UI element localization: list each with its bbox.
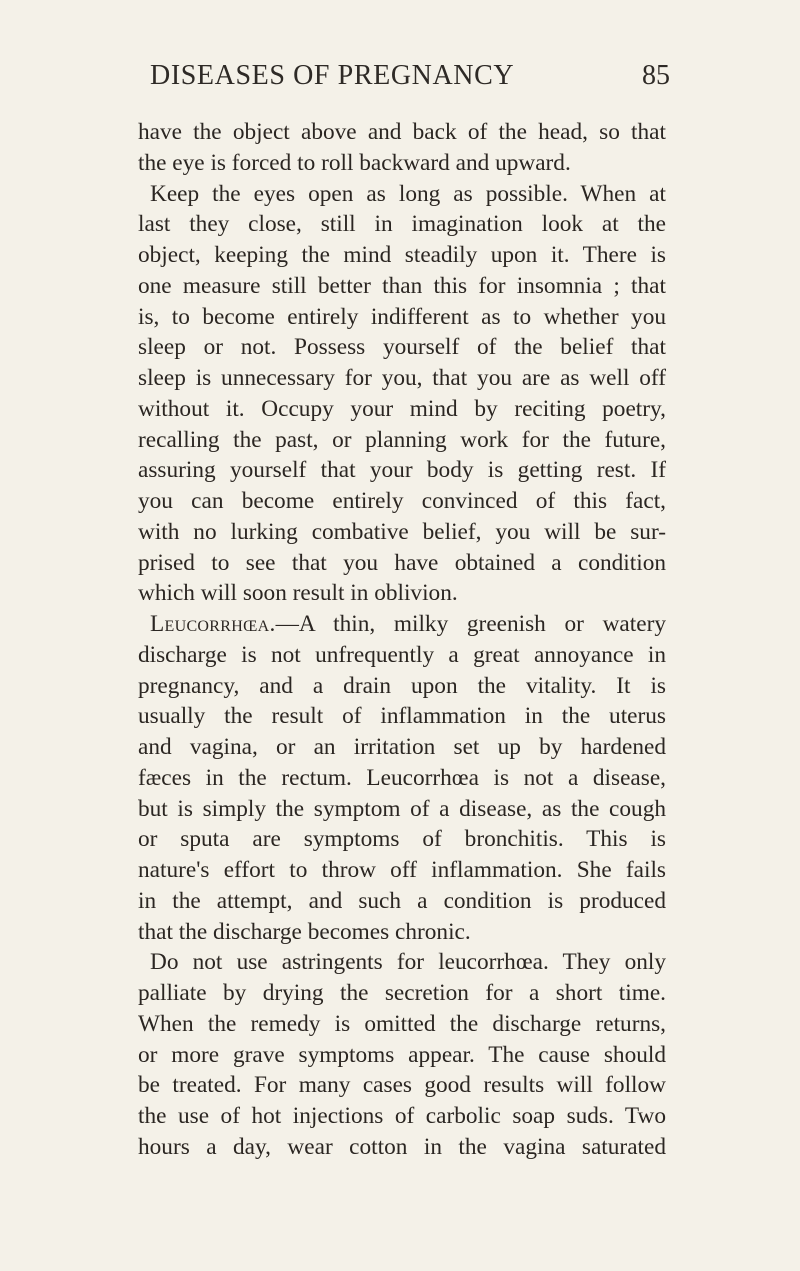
- text-line: is, to become entirely indifferent as to whether you: [138, 303, 666, 330]
- text-line: —A thin, milky greenish or watery: [275, 611, 666, 637]
- text-line: the use of hot injections of carbolic soap suds. Two: [138, 1103, 666, 1129]
- text-line: fæces in the rectum. Leucorrhœa is not a disease,: [138, 764, 666, 791]
- text-line: that the discharge becomes chronic.: [138, 918, 471, 945]
- text-line: object, keeping the mind steadily upon it. There is: [138, 242, 666, 268]
- text-line: last they close, still in imagination look at the: [138, 211, 666, 238]
- text-line: Do not use astringents for leucorrhœa. They only: [150, 949, 666, 976]
- text-line: have the object above and back of the head, so that: [138, 119, 666, 145]
- text-line: discharge is not unfrequently a great annoyance in: [138, 641, 666, 668]
- text-line: in the attempt, and such a condition is produced: [138, 887, 666, 914]
- text-line: When the remedy is omitted the discharge returns,: [138, 1010, 666, 1037]
- text-line: but is simply the symptom of a disease, as the cough: [138, 795, 666, 822]
- section-heading-leucorrhoea: Leucorrhœa.: [150, 611, 276, 637]
- text-line: hours a day, wear cotton in the vagina saturated: [138, 1133, 666, 1160]
- text-line: pregnancy, and a drain upon the vitality. It is: [138, 672, 666, 699]
- text-line: the eye is forced to roll backward and upward.: [138, 149, 571, 176]
- text-line: sleep is unnecessary for you, that you are as well off: [138, 365, 666, 391]
- page-header-title: DISEASES OF PREGNANCY: [150, 60, 515, 91]
- text-line: be treated. For many cases good results will follow: [138, 1072, 666, 1099]
- text-line: assuring yourself that your body is getting rest. If: [138, 457, 666, 484]
- text-line: prised to see that you have obtained a condition: [138, 549, 666, 576]
- text-line: you can become entirely convinced of this fact,: [138, 488, 666, 514]
- text-line: usually the result of inflammation in the uterus: [138, 703, 666, 730]
- text-line: nature's effort to throw off inflammation. She fails: [138, 857, 666, 883]
- text-line: Keep the eyes open as long as possible. When at: [150, 180, 666, 207]
- text-line: without it. Occupy your mind by reciting poetry,: [138, 395, 666, 422]
- text-line: or sputa are symptoms of bronchitis. This is: [138, 826, 666, 853]
- text-line: or more grave symptoms appear. The cause should: [138, 1041, 666, 1068]
- text-line: and vagina, or an irritation set up by hardened: [138, 734, 666, 760]
- text-line: palliate by drying the secretion for a short time.: [138, 980, 666, 1006]
- text-line: sleep or not. Possess yourself of the belief that: [138, 334, 666, 361]
- text-line: recalling the past, or planning work for the future,: [138, 426, 666, 453]
- running-head: [150, 60, 670, 100]
- text-line: with no lurking combative belief, you will be sur-: [138, 518, 666, 545]
- page-number: 85: [642, 60, 670, 91]
- text-line: one measure still better than this for insomnia ; that: [138, 272, 666, 299]
- leucorrhoea-paragraph-first-line: [138, 609, 666, 640]
- text-line: which will soon result in oblivion.: [138, 580, 458, 607]
- body-text: [138, 117, 666, 1163]
